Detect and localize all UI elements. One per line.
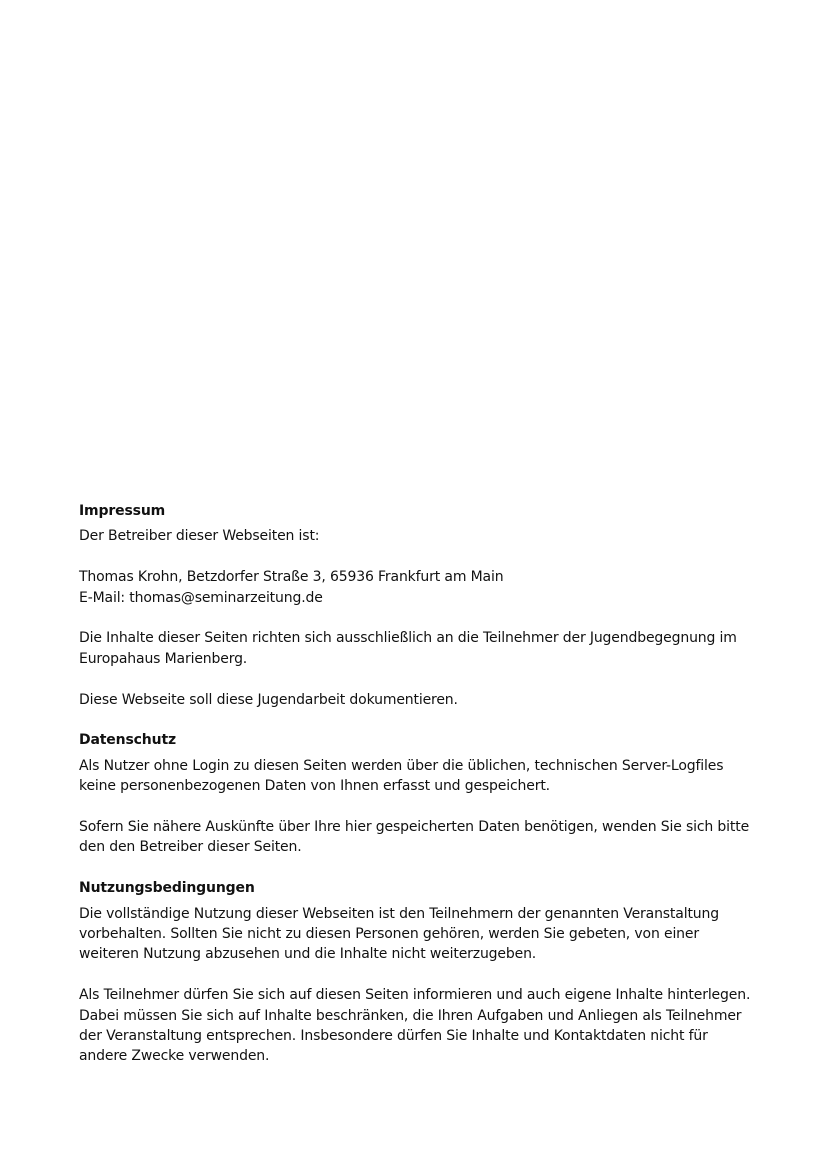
impressum-section — [79, 501, 759, 710]
usage-restriction: Die vollständige Nutzung dieser Webseiten ist den Teilnehmern der genannten Veranstaltung vorbehalten. Sollten Sie nicht zu diesen Personen gehören, werden Sie gebeten, von einer weiteren Nutzung abzusehen und die Inhalte nicht weiterzugeben. — [79, 905, 719, 963]
data-inquiry-note: Sofern Sie nähere Auskünfte über Ihre hier gespeicherten Daten benötigen, wenden Sie sich bitte den den Betreiber dieser Seiten. — [79, 819, 750, 856]
operator-email: E-Mail: thomas@seminarzeitung.de — [79, 589, 323, 606]
logfile-note: Als Nutzer ohne Login zu diesen Seiten werden über die üblichen, technischen Server-Logfiles keine personenbezogenen Daten von Ihnen erfasst und gespeichert. — [79, 757, 724, 795]
operator-address: Thomas Krohn, Betzdorfer Straße 3, 65936 Frankfurt am Main — [79, 569, 504, 586]
nutzung-section — [79, 878, 759, 1067]
datenschutz-heading: Datenschutz — [79, 732, 176, 749]
participant-rules: Als Teilnehmer dürfen Sie sich auf diesen Seiten informieren und auch eigene Inhalte hinterlegen. Dabei müssen Sie sich auf Inhalte beschränken, die Ihren Aufgaben und Anliegen als Teilnehmer der Veranstaltung entsprechen. Insbesondere dürfen Sie Inhalte und Kontaktdaten nicht für andere Zwecke verwenden. — [79, 987, 751, 1065]
impressum-heading: Impressum — [79, 503, 166, 519]
datenschutz-section — [79, 730, 759, 857]
operator-intro: Der Betreiber dieser Webseiten ist: — [79, 528, 320, 545]
document-body — [79, 501, 759, 1087]
audience-note: Die Inhalte dieser Seiten richten sich ausschließlich an die Teilnehmer der Jugendbegegnung im Europahaus Marienberg. — [79, 630, 737, 667]
nutzung-heading: Nutzungsbedingungen — [79, 880, 255, 897]
purpose-note: Diese Webseite soll diese Jugendarbeit dokumentieren. — [79, 691, 458, 708]
